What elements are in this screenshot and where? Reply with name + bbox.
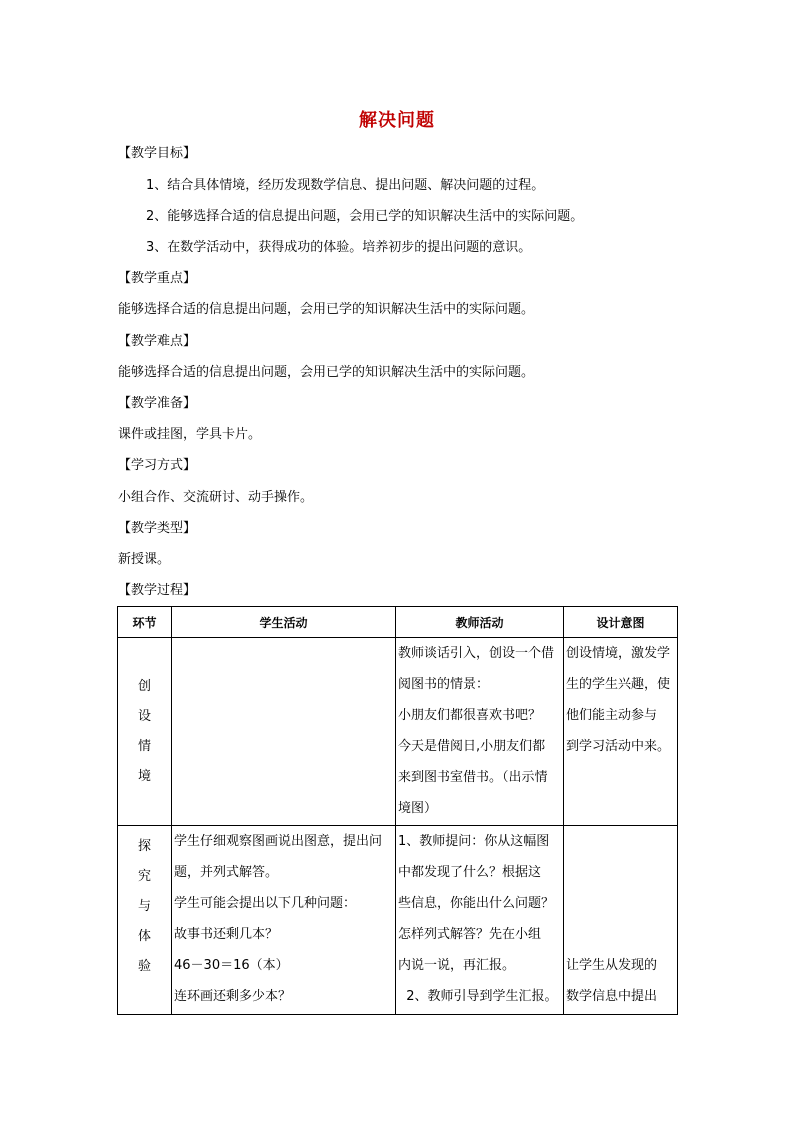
teacher-activity-cell <box>396 638 564 826</box>
header-stage: 环节 <box>118 607 172 638</box>
intent-line: 数学信息中提出 <box>566 989 658 1004</box>
intent-line: 到学习活动中来。 <box>566 739 671 754</box>
process-heading: 【教学过程】 <box>118 583 197 598</box>
header-student-activity: 学生活动 <box>172 607 396 638</box>
student-line: 连环画还剩多少本？ <box>174 989 292 1004</box>
key-text: 能够选择合适的信息提出问题，会用已学的知识解决生活中的实际问题。 <box>118 302 535 317</box>
process-table <box>117 606 678 1015</box>
page-title: 解决问题 <box>359 110 435 131</box>
intent-line: 创设情境，激发学 <box>566 646 671 661</box>
student-line: 学生仔细观察图画说出图意，提出问 <box>174 834 383 849</box>
student-line: 题，并列式解答。 <box>174 865 279 880</box>
stage-cell <box>118 638 172 826</box>
stage-char: 验 <box>137 959 151 974</box>
objective-item: 3、在数学活动中，获得成功的体验。培养初步的提出问题的意识。 <box>146 240 532 255</box>
teacher-line: 来到图书室借书。（出示情 <box>398 770 548 785</box>
objective-item: 1、结合具体情境，经历发现数学信息、提出问题、解决问题的过程。 <box>146 178 545 193</box>
intent-cell <box>564 826 678 1015</box>
teacher-line: 中都发现了什么？根据这 <box>398 865 542 880</box>
key-heading: 【教学重点】 <box>118 271 197 286</box>
stage-char: 体 <box>137 929 151 944</box>
difficulty-text: 能够选择合适的信息提出问题，会用已学的知识解决生活中的实际问题。 <box>118 365 535 380</box>
difficulty-heading: 【教学难点】 <box>118 334 197 349</box>
method-heading: 【学习方式】 <box>118 458 197 473</box>
teacher-line: 内说一说，再汇报。 <box>398 958 516 973</box>
stage-cell <box>118 826 172 1015</box>
objectives-heading: 【教学目标】 <box>118 146 197 161</box>
stage-char: 境 <box>137 769 151 784</box>
intent-line: 让学生从发现的 <box>566 958 658 973</box>
teacher-line: 教师谈话引入，创设一个借 <box>398 646 555 661</box>
student-line: 学生可能会提出以下几种问题： <box>174 896 357 911</box>
teacher-line: 怎样列式解答？先在小组 <box>398 927 542 942</box>
student-line: 故事书还剩几本？ <box>174 927 279 942</box>
stage-char: 创 <box>137 679 151 694</box>
header-design-intent: 设计意图 <box>564 607 678 638</box>
intent-cell <box>564 638 678 826</box>
teacher-line: 阅图书的情景： <box>398 677 490 692</box>
teacher-line: 2、教师引导到学生汇报。 <box>398 989 558 1004</box>
student-activity-cell <box>172 638 396 826</box>
table-header-row <box>118 607 678 638</box>
stage-char: 究 <box>137 869 151 884</box>
stage-char: 探 <box>137 839 151 854</box>
intent-line: 他们能主动参与 <box>566 708 658 723</box>
type-text: 新授课。 <box>118 552 171 567</box>
stage-char: 情 <box>137 739 151 754</box>
stage-char: 设 <box>137 709 151 724</box>
table-row <box>118 826 678 1015</box>
teacher-line: 小朋友们都很喜欢书吧？ <box>398 708 542 723</box>
teacher-line: 些信息，你能出什么问题？ <box>398 896 555 911</box>
header-teacher-activity: 教师活动 <box>396 607 564 638</box>
teacher-line: 1、教师提问：你从这幅图 <box>398 834 550 849</box>
student-activity-cell <box>172 826 396 1015</box>
prep-text: 课件或挂图，学具卡片。 <box>118 427 262 442</box>
intent-line: 生的学生兴趣，使 <box>566 677 671 692</box>
teacher-line: 境图） <box>398 801 438 816</box>
student-line: 46－30＝16（本） <box>174 958 289 973</box>
type-heading: 【教学类型】 <box>118 521 197 536</box>
method-text: 小组合作、交流研讨、动手操作。 <box>118 490 314 505</box>
stage-char: 与 <box>137 899 151 914</box>
objective-item: 2、能够选择合适的信息提出问题，会用已学的知识解决生活中的实际问题。 <box>146 209 584 224</box>
teacher-line: 今天是借阅日,小朋友们都 <box>398 739 546 754</box>
prep-heading: 【教学准备】 <box>118 396 197 411</box>
teacher-activity-cell <box>396 826 564 1015</box>
table-row <box>118 638 678 826</box>
